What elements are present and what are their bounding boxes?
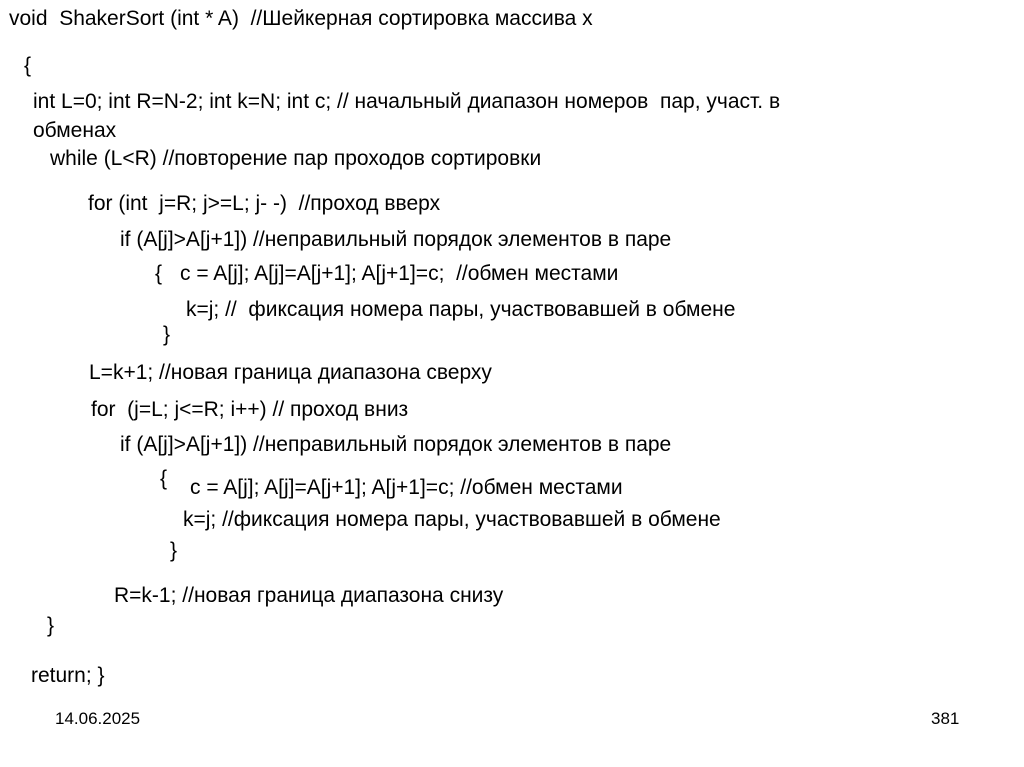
code-line-13: c = A[j]; A[j]=A[j+1]; A[j+1]=c; //обмен местами: [190, 476, 623, 499]
code-line-12: if (A[j]>A[j+1]) //неправильный порядок элементов в паре: [120, 433, 672, 456]
code-line-9: }: [163, 323, 171, 346]
code-line-13-brace: {: [160, 467, 168, 490]
code-line-3-continued: обменах: [33, 119, 117, 142]
code-line-11: for (j=L; j<=R; i++) // проход вниз: [91, 398, 409, 421]
footer-date: 14.06.2025: [55, 709, 141, 728]
code-line-16: R=k-1; //новая граница диапазона снизу: [114, 584, 504, 607]
code-line-18: return; }: [31, 664, 105, 687]
code-line-8: k=j; // фиксация номера пары, участвовавшей в обмене: [186, 298, 736, 321]
code-line-17: }: [47, 614, 55, 637]
code-line-3: int L=0; int R=N-2; int k=N; int c; // начальный диапазон номеров пар, участ. в: [33, 90, 781, 113]
code-line-10: L=k+1; //новая граница диапазона сверху: [89, 361, 492, 384]
code-line-5: for (int j=R; j>=L; j- -) //проход вверх: [88, 192, 441, 215]
code-line-4: while (L<R) //повторение пар проходов сортировки: [50, 147, 542, 170]
code-line-6: if (A[j]>A[j+1]) //неправильный порядок элементов в паре: [120, 228, 672, 251]
page-number: 381: [931, 709, 960, 728]
code-line-7: c = A[j]; A[j]=A[j+1]; A[j+1]=c; //обмен местами: [180, 262, 619, 285]
code-line-1: void ShakerSort (int * A) //Шейкерная сортировка массива х: [9, 7, 593, 30]
code-line-14: k=j; //фиксация номера пары, участвовавшей в обмене: [183, 508, 721, 531]
code-line-7-brace: {: [155, 262, 163, 285]
code-line-2: {: [24, 54, 32, 77]
code-line-15: }: [170, 539, 178, 562]
